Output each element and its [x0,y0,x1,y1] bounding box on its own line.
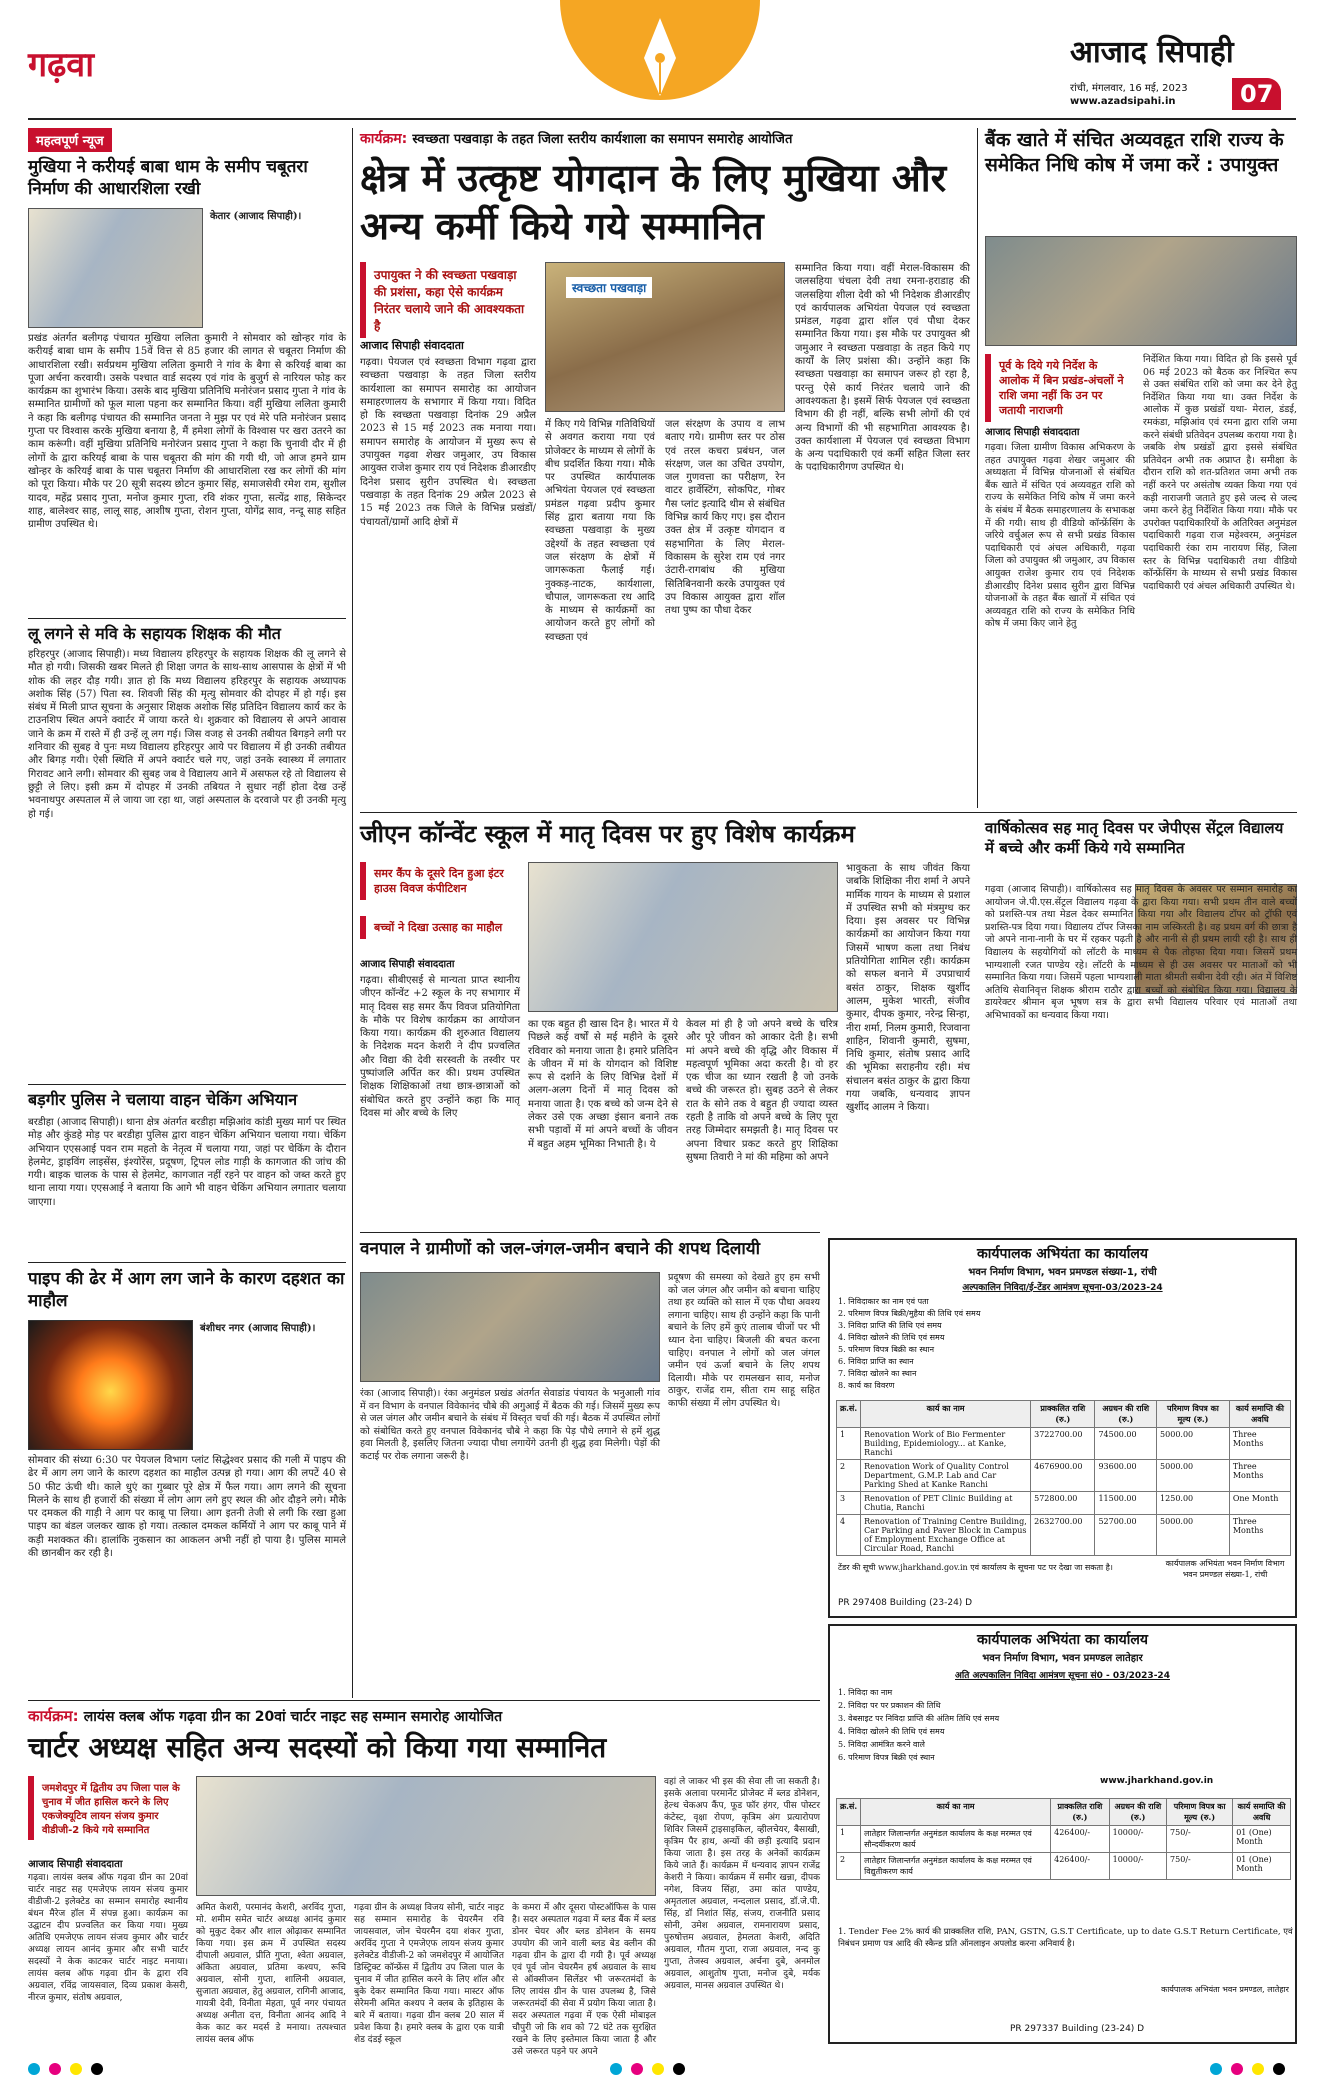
gn-headline: जीएन कॉन्वेंट स्कूल में मातृ दिवस पर हुए विशेष कार्यक्रम [360,820,855,848]
cell: 4676900.00 [1031,1460,1095,1492]
cell: 5000.00 [1157,1428,1230,1460]
info-row: 6. परिमाण विपत्र बिक्री एवं स्थान [838,1753,935,1762]
gn-photo [528,862,838,1012]
notice2-table [836,1798,1291,1880]
cell: Renovation Work of Bio Fermenter Building, Epidemiology... at Kanke, Ranchi [861,1428,1031,1460]
main-body-col1: गढ़वा। पेयजल एवं स्वच्छता विभाग गढ़वा द्वारा स्वच्छता पखवाड़ा के तहत जिला स्तरीय कार्यशाला का समापन समारोह का आयोजन समाहरणालय के सभागार में किया गया। विदित हो कि स्वच्छता पखवाड़ा दिनांक 29 अप्रैल 2023 से 15 मई 2023 तक मनाया गया। समापन समारोह के आयोजन में मुख्य रूप से उपायुक्त गढ़वा शेखर जमुआर, उप विकास आयुक्त राजेश कुमार राय एवं निदेशक डीआरडीए दिनेश प्रसाद सुरीन उपस्थित थे। स्वच्छता पखवाड़ा के तहत दिनांक 29 अप्रैल 2023 से 15 मई 2023 तक जिले के विभिन्न प्रखंडों/पंचायतों/ग्रामों आदि क्षेत्रों में [360,357,536,528]
cell: 52700.00 [1095,1515,1157,1556]
gn-body-col4: भावुकता के साथ जीवंत किया जबकि शिक्षिका नीरा शर्मा ने अपने मार्मिक गायन के माध्यम से प्रशाल में उपस्थित सभी को मंत्रमुग्ध कर दिया। इस अवसर पर विभिन्न कार्यक्रमों का आयोजन किया गया जिसमें भाषण कला तथा निबंध प्रतियोगिता शामिल रही। कार्यक्रम को सफल बनाने में उपप्राचार्य बसंत ठाकुर, शिक्षक खुर्शीद आलम, मुकेश भारती, संजीव कुमार, दीपक कुमार, नरेन्द्र सिन्हा, नीरा शर्मा, निलम कुमारी, रिजवाना शाहिन, शिवानी कुमारी, सुषमा, निधि कुमार, संतोष प्रसाद आदि की भूमिका सराहनीय रही। मंच संचालन बसंत ठाकुर के द्वारा किया गया जबकि, धन्यवाद ज्ञापन खुर्शीद आलम ने किया। [846,863,970,1114]
info-row: 1. निविदाकार का नाम एवं पता [838,1297,929,1306]
left-column [28,128,346,1698]
cell: 3 [837,1492,861,1515]
story4-dateline: बंशीधर नगर (आजाद सिपाही)। [200,1323,316,1334]
main-byline: आजाद सिपाही संवाददाता [360,339,464,352]
website: www.azadsipahi.in [1070,96,1176,107]
cell: 4 [837,1515,861,1556]
table-header: कार्य समाप्ति की अवधि [1229,1401,1290,1428]
color-dot [49,2063,61,2075]
info-row: 8. कार्य का विवरण [838,1381,895,1390]
vanpal-body-col1: रंका (आजाद सिपाही)। रंका अनुमंडल प्रखंड अंतर्गत सेवाडांड पंचायत के भनुआली गांव में वन विभाग के वनपाल विवेकानंद चौबे की अगुआई में बैठक की गई। जिसमें मुख्य रूप से जल जंगल और जमीन बचाने के संबंध में विस्तृत चर्चा की गई। बैठक में उपस्थित लोगों को संबोधित करते हुए वनपाल विवेकानंद चौबे ने कहा कि पेड़ पौधे लगाने से हमें शुद्ध हवा मिलती है, इसलिए जितना ज्यादा पौधा लगायेंगे उतनी ही शुद्ध हवा मिलेगी। पेड़ों की कटाई पर रोक लगाना जरूरी है। [360,1388,660,1462]
story4-body: सोमवार की संध्या 6:30 पर पेयजल विभाग प्लांट सिद्धेश्वर प्रसाद की गली में पाइप की ढेर में आग लग जाने के कारण दहशत का माहौल उत्पन्न हो गया। आग की लपटें 40 से 50 फीट ऊंची थी। काले धुएं का गुब्बार पूरे क्षेत्र में फैल गया। आग लगने की सूचना मिलने के साथ ही हजारों की संख्या में लोग आग लगे हुए स्थल की ओर दौड़ने लगे। मौके पर दमकल की गाड़ी ने आग पर काबू पा लिया। आग इतनी तेजी से लगी कि रखा हुआ पाइप का बंडल जलकर खाक हो गया। तत्काल दमकल कर्मियों ने आग पर काबू पाने में कड़ी मशक्कत की। हालांकि नुकसान का आकलन अभी नहीं हो पाया है। पुलिस मामले की छानबीन कर रही है। [28,1455,346,1560]
cell: 93600.00 [1095,1460,1157,1492]
info-row: 2. निविदा पर पर प्रकाशन की तिथि [838,1701,941,1710]
notice1-signature: कार्यपालक अभियंता भवन निर्माण विभाग भवन प्रमण्डल संख्या-1, रांची [1165,1559,1285,1579]
color-dot [673,2063,685,2075]
info-row: 7. निविदा खोलने का स्थान [838,1369,917,1378]
right-body-col2: निर्देशित किया गया। विदित हो कि इससे पूर्व 06 मई 2023 को बैठक कर निश्चित रूप से उक्त संबंधित राशि को जमा कर देने हेतु निर्देशित किया गया था। उक्त निर्देश के आलोक में कुछ प्रखंडों यथा- मेराल, डंडई, रमकंडा, मझिआंव एवं रमना द्वारा राशि जमा करने संबंधी प्रतिवेदन उपलब्ध कराया गया है। जबकि शेष प्रखंडों द्वारा इससे संबंधित प्रतिवेदन अभी तक अप्राप्त है। समीक्षा के दौरान राशि को शत-प्रतिशत जमा अभी तक नहीं करने पर असंतोष व्यक्त किया गया एवं कड़ी नाराजगी जताते हुए इसे जल्द से जल्द जमा करने हेतु निर्देशित किया गया। मौके पर उपरोक्त पदाधिकारियों के अतिरिक्त अनुमंडल पदाधिकारी गढ़वा राज महेश्वरम, अनुमंडल पदाधिकारी रंका राम नारायण सिंह, जिला स्तर के विभिन्न पदाधिकारी तथा वीडियो कॉन्फ्रेंसिंग के माध्यम से सभी प्रखंड विकास पदाधिकारी एवं अंचल अधिकारी उपस्थित थे। [1143,354,1297,592]
info-row: 3. निविदा प्राप्ति की तिथि एवं समय [838,1321,942,1330]
section-rule [360,812,1297,813]
cell: Three Months [1229,1428,1290,1460]
table-row [837,1492,1291,1515]
notice1-table [836,1400,1291,1556]
photo-banner: स्वच्छता पखवाड़ा [566,277,652,298]
cell: 5000.00 [1157,1460,1230,1492]
color-dot [610,2063,622,2075]
table-header: कार्य का नाम [861,1799,1051,1826]
registration-marks-right [1210,2060,1289,2079]
info-row: 4. निविदा खोलने की तिथि एवं समय [838,1727,945,1736]
cell: 3722700.00 [1031,1428,1095,1460]
lions-byline: आजाद सिपाही संवाददाता [28,1859,123,1870]
cell: 750/- [1167,1853,1233,1880]
gn-quote1: समर कैंप के दूसरे दिन हुआ इंटर हाउस विवज कंपीटिशन [360,862,520,900]
notice2-office: कार्यपालक अभियंता का कार्यालय [977,1632,1148,1648]
notice2-signature: कार्यपालक अभियंता भवन प्रमण्डल, लातेहार [1161,1985,1289,1994]
color-dot [1210,2063,1222,2075]
right-headline: बैंक खाते में संचित अव्यवहृत राशि राज्य के समेकित निधि कोष में जमा करें : उपायुक्त [985,129,1284,176]
color-dot [70,2063,82,2075]
jps-story [985,818,1297,1228]
lions-body-col5: वहां ले जाकर भी इस की सेवा ली जा सकती है। इसके अलावा परमानेंट प्रोजेक्ट में ब्लड डोनेशन, हेल्थ चेकअप कैंप, फूड फॉर हंगर, पीस पोस्टर कंटेस्ट, वृक्षा रोपण, कृत्रिम अंग प्रत्यारोपण शिविर जिसमें ट्राइसाइकिल, व्हीलचेयर, बैसाखी, कृत्रिम पैर हाथ, अन्यों की छड़ी इत्यादि प्रदान किया जाता है। इस तरह के अनेकों कार्यक्रम किये जाते हैं। कार्यक्रम में धन्यवाद ज्ञापन राजेंद्र केशरी ने किया। कार्यक्रम में समीर खन्ना, दीपक नगेश, विजय सिंहा, उमा कांत पाण्डेय, अमृतलाल अग्रवाल, नन्दलाल प्रसाद, डॉ.जे.पी. सिंह, डॉ निशांत सिंह, संजय, राजनीति प्रसाद सोनी, उमेश अग्रवाल, रामनारायण प्रसाद, पुरुषोत्तम अग्रवाल, हेमलता केशरी, अदिति अग्रवाल, गौतम गुप्ता, राजा अग्रवाल, नन्द कु गुप्ता, तेजस्व अग्रवाल, अर्चना दुबे, अनमोल अग्रवाल, आशुतोष गुप्ता, मनोज दुबे, मर्यक अग्रवाल, मानस अग्रवाल उपस्थित थे। [664,1777,820,1991]
vanpal-body-col2: प्रदूषण की समस्या को देखते हुए हम सभी को जल जंगल और जमीन को बचाना चाहिए तथा हर व्यक्ति को साल में एक पौधा अवश्य लगाना चाहिए। साथ ही उन्होंने कहा कि पानी बचाने के लिए हमें कुएं तालाब चीजों पर भी ध्यान देना चाहिए। बिजली की बचत करना चाहिए। वनपाल ने लोगों को जल जंगल जमीन एवं ऊर्जा बचाने के लिए शपथ दिलायी। मौके पर रामलखन साव, मनोज ठाकुर, राजेंद्र राम, सीता राम साहू सहित काफी संख्या में लोग उपस्थित थे। [668,1272,820,1409]
info-row: 4. निविदा खोलने की तिथि एवं समय [838,1333,945,1342]
lions-body-col4: के कमरा में और दूसरा पोस्टऑफिस के पास है। सदर अस्पताल गढ़वा में ब्लड बैंक में ब्लड डोनर चेयर और ब्लड डोनेशन के समय उपयोग की जाने वाली ब्लड बेड क्लीन की गढ़वा ग्रीन के द्वारा दी गयी है। पूर्व अध्यक्ष एवं पूर्व जोन चेयरमैन हर्ष अग्रवाल के साथ से ऑक्सीजन सिलेंडर भी जरूरतमंदों के लिए लायंस ग्रीन के पास उपलब्ध है, जिसे जरूरतमंदों की सेवा में प्रयोग किया जाता है। सदर अस्पताल गढ़वा में एक ऐसी मोबाइल चौपुरी जो कि शव को 72 घंटे तक सुरक्षित रखने के लिए इस्तेमाल किया जाता है और उसे जरूरत पड़ने पर अपने [512,1903,656,2057]
lions-body-col2: अमित केशरी, परमानंद केशरी, अरविंद गुप्ता, मो. शमीम समेत चार्टर अध्यक्ष आनंद कुमार को मुकुट देकर और शाल ओढ़ाकर सम्मानित किया गया। इस क्रम में उपस्थित सदस्य दीपाली अग्रवाल, प्रीति गुप्ता, श्वेता अग्रवाल, अंकिता अग्रवाल, प्रतिमा कश्यप, रूचि अग्रवाल, सोनी गुप्ता, शालिनी अग्रवाल, सुजाता अग्रवाल, हेतु अग्रवाल, रागिनी आजाद, गायत्री देवी, विनीता मेहता, पूर्व नगर पंचायत अध्यक्ष अनीता दत्त, विनीता आनंद आदि ने केक काट कर मदर्स डे मनाया। तत्पश्चात लायंस क्लब ऑफ [196,1903,346,2045]
right-byline: आजाद सिपाही संवाददाता [985,427,1080,438]
table-row [837,1428,1291,1460]
info-row: 6. निविदा प्राप्ति का स्थान [838,1357,914,1366]
color-dot [652,2063,664,2075]
main-story [360,128,970,808]
main-kicker-text: स्वच्छता पखवाड़ा के तहत जिला स्तरीय कार्यशाला का समापन समारोह आयोजित [412,132,793,147]
dateline: रांची, मंगलवार, 16 मई, 2023 [1070,83,1188,94]
story1-body: प्रखंड अंतर्गत बलीगढ़ पंचायत मुखिया ललिता कुमारी ने सोमवार को खोन्हर गांव के करीयई बाबा धाम के समीप 15वें वित्त से 85 हजार की लागत से चबूतरा निर्माण की आधारशिला रखी। सर्वप्रथम मुखिया ललिता कुमारी ने गांव के बैगा से करियई बाबा का पूजा अर्चना करवायी। उसके पश्चात वार्ड सदस्य एवं गांव के बुजुर्ग से नारियल फोड़ कर कार्यक्रम का शुभारंभ किया। उसके बाद मुखिया प्रतिनिधि मनोरंजन प्रसाद गुप्ता ने गांव के सम्मानित ग्रामीणों को फूल माला पहना कर सम्मानित किया। वहीं मुखिया ललिता कुमारी ने कहा कि बलीगढ़ पंचायत की सम्मानित जनता ने मुझ पर एवं मेरे पति मनोरंजन प्रसाद गुप्ता पर विश्वास करके मुखिया बनाया है, मैं हमेशा लोगों के विश्वास पर खरा उतरने का काम करूंगी। वहीं मुखिया प्रतिनिधि मनोरंजन प्रसाद गुप्ता ने कहा कि चुनावी दौर में ही लोगों के द्वारा करियई बाबा के पास चबूतरा की मांग की गयी थी, जो आज हमने ग्राम खोन्हर के करियई बाबा के पास चबूतरा निर्माण की आधारशिला रख कर लोगों की मांग को पूरा किया। मौके पर 20 सूत्री सदस्य छोटन कुमार सिंह, समाजसेवी रमेश राम, सुशील यादव, महेंद्र प्रसाद गुप्ता, मनोज कुमार गुप्ता, रवि शंकर गुप्ता, सत्येंद्र शाह, सिकेन्दर शाह, बालेश्वर साह, लालू साह, आशीष गुप्ता, रोशन गुप्ता, योगेंद्र साव, नन्दू साह सहित ग्रामीण उपस्थित थे। [28,333,346,531]
vanpal-photo [360,1272,660,1382]
info-row: 5. परिमाण विपत्र बिक्री का स्थान [838,1345,935,1354]
divider [28,1262,346,1263]
main-kicker: कार्यक्रम: [360,131,408,147]
cell: लातेहार जिलान्तर्गत अनुमंडल कार्यालय के कक्ष मरम्मत एवं सौन्दर्यीकरण कार्य [861,1826,1051,1853]
story3-body: बरडीहा (आजाद सिपाही)। थाना क्षेत्र अंतर्गत बरडीहा मझिआंव कांडी मुख्य मार्ग पर स्थित मोड़ और कुंडहे मोड़ पर बरडीहा पुलिस द्वारा वाहन चेकिंग अभियान चलाया गया। चेकिंग अभियान एएसआई पवन राम महतो के नेतृत्व में चलाया गया, जहां पर चेकिंग के दौरान हेलमेट, ड्राइविंग लाइसेंस, इंश्योरेंस, प्रदूषण, ट्रिपल लोड गाड़ी के कागजात की जांच की गयी। बाइक चालक के पास से हेलमेट, कागजात नहीं रहने पर वाहन को जब्त करते हुए थाना लाया गया। एएसआई ने बताया कि आगे भी वाहन चेकिंग अभियान लगातार चलाया जाएगा। [28,1117,346,1208]
page-number: 07 [1232,78,1281,110]
cell: 2632700.00 [1031,1515,1095,1556]
cell: 10000/- [1109,1853,1166,1880]
cell: Renovation of Training Centre Building, Car Parking and Paver Block in Campus of Employment Exchange Office at Circular Road, Ranchi [861,1515,1031,1556]
table-header: परिमाण विपत्र का मूल्य (रु.) [1157,1401,1230,1428]
cell: 2 [837,1853,861,1880]
table-row [837,1853,1291,1880]
divider [28,1084,346,1085]
cell: 1 [837,1826,861,1853]
lions-quote: जमशेदपुर में द्वितीय उप जिला पाल के चुनाव में जीत हासिल करने के लिए एकजेक्यूटिव लायन संजय कुमार वीडीजी-2 किये गये सम्मानित [28,1776,188,1840]
lions-photo [196,1776,656,1896]
right-quote: पूर्व के दिये गये निर्देश के आलोक में बिन प्रखंड-अंचलों ने राशि जमा नहीं कि उन पर जतायी नाराजगी [985,354,1135,422]
table-row [837,1826,1291,1853]
gn-body-col1: गढ़वा। सीबीएसई से मान्यता प्राप्त स्थानीय जीएन कॉन्वेंट +2 स्कूल के नए सभागार में मातृ दिवस सह समर कैंप विवज प्रतियोगिता के मौके पर विशेष कार्यक्रम का आयोजन किया गया। कार्यक्रम की शुरुआत विद्यालय के निदेशक मदन केशरी ने दीप प्रज्वलित और विद्या की देवी सरस्वती के तस्वीर पर पुष्पांजलि अर्पित कर की। प्रथम उपस्थित शिक्षक शिक्षिकाओं तथा छात्र-छात्राओं को संबोधित करते हुए उन्होंने कहा कि मातृ दिवस मां और बच्चे के लिए [360,975,520,1119]
main-body-col2: में किए गये विभिन्न गतिविधियों से अवगत कराया गया एवं प्रोजेक्टर के माध्यम से लोगों के बीच प्रदर्शित किया गया। मौके पर उपस्थित कार्यपालक अभियंता पेयजल एवं स्वच्छता प्रमंडल गढ़वा प्रदीप कुमार सिंह द्वारा बताया गया कि स्वच्छता पखवाड़ा के मुख्य उद्देश्यों के तहत स्वच्छता एवं जल संरक्षण के क्षेत्रों में जागरूकता फैलाई गई। नुक्कड़-नाटक, कार्यशाला, चौपाल, जागरूकता रथ आदि के माध्यम से कार्यक्रमों का आयोजन करते हुए लोगों को स्वच्छता एवं [545,419,655,643]
notice2-info-list [838,1686,1078,1764]
cell: 10000/- [1109,1826,1166,1853]
column-rule [352,128,353,1698]
table-row [837,1515,1291,1556]
color-dot [631,2063,643,2075]
story1-photo [28,208,203,328]
pen-nib-logo [560,0,760,118]
main-body-col4: सम्मानित किया गया। वहीं मेराल-विकासम की जलसहिया चंचला देवी तथा रमना-हराडाह की जलसहिया शीला देवी को भी निदेशक डीआरडीए एवं कार्यपालक अभियंता पेयजल एवं स्वच्छता प्रमंडल, गढ़वा द्वारा शॉल एवं पौधा देकर सम्मानित किया गया। इस मौके पर उपायुक्त श्री जमुआर ने स्वच्छता पखवाड़ा के तहत किये गए कार्यों के लिए प्रशंसा की। उन्होंने कहा कि स्वच्छता पखवाड़ा का समापन जरूर हो रहा है, परन्तु ऐसे कार्य निरंतर चलाये जाने की आवश्यकता है। इसमें सिर्फ पेयजल एवं स्वच्छता विभाग की ही नहीं, बल्कि सभी लोगों की एवं अन्य विभागों की भी सहभागिता आवश्यक है। उक्त कार्यशाला में पेयजल एवं स्वच्छता विभाग के अन्य पदाधिकारी एवं कर्मी सहित जिला स्तर के पदाधिकारीगण उपस्थित थे। [795,263,970,474]
cell: 1250.00 [1157,1492,1230,1515]
column-rule [977,128,978,808]
right-body-col1: गढ़वा। जिला ग्रामीण विकास अभिकरण के तहत उपायुक्त गढ़वा शेखर जमुआर की अध्यक्षता में विभिन्न योजनाओं से संबंधित बैंक खाते में संचित एवं अव्यवहृत राशि को राज्य के समेकित निधि कोष में जमा करने के संबंध में बैठक समाहरणालय के सभाकक्ष में की गयी। साथ ही वीडियो कॉन्फ्रेंसिंग के जरिये वर्चुअल रूप से सभी प्रखंड विकास पदाधिकारी एवं अंचल अधिकारी, गढ़वा जिला को उपायुक्त श्री जमुआर, उप विकास आयुक्त राजेश कुमार राय एवं निदेशक डीआरडीए दिनेश प्रसाद सुरीन द्वारा विभिन्न योजनाओं के तहत बैंक खातों में संचित एवं अव्यवहृत राशि को राज्य के समेकित निधि कोष में जमा किए जाने हेतु [985,442,1135,630]
registration-marks-center [610,2060,689,2079]
cell: Three Months [1229,1515,1290,1556]
story2-headline: लू लगने से मवि के सहायक शिक्षक की मौत [28,624,281,643]
tender-notice-2 [828,1624,1297,2044]
gn-body-col3: केवल मां ही है जो अपने बच्चे के चरित्र और पूरे जीवन को आकार देती है। सभी मां अपने बच्चे की वृद्धि और विकास में महत्वपूर्ण भूमिका अदा करती है। वो हर एक चीज का ध्यान रखती है जो उनके बच्चे की जरूरत हो। सुबह उठने से लेकर रात के सोने तक वे बहुत ही ज्यादा व्यस्त रहती है ताकि वो अपने बच्चे के लिए पूरा तरह जिम्मेदार समझती है। मातृ दिवस पर अपना विचार प्रकट करते हुए शिक्षिका सुषमा तिवारी ने मां की महिमा को अपने [686,1019,838,1163]
cell: Renovation Work of Quality Control Department, G.M.P. Lab and Car Parking Shed at Kanke Ranchi [861,1460,1031,1492]
registration-marks-left [28,2060,107,2079]
info-row: 5. निविदा आमंत्रित करने वाले [838,1740,925,1749]
cell: लातेहार जिलान्तर्गत अनुमंडल कार्यालय के कक्ष मरम्मत एवं विद्युतीकरण कार्य [861,1853,1051,1880]
cell: 01 (One) Month [1233,1826,1291,1853]
cell: 750/- [1167,1826,1233,1853]
section-rule [28,1700,820,1701]
cell: 74500.00 [1095,1428,1157,1460]
main-kicker-row [360,128,970,148]
main-photo [545,262,785,412]
main-quote: उपायुक्त ने की स्वच्छता पखवाड़ा की प्रशंसा, कहा ऐसे कार्यक्रम निरंतर चलाये जाने की आवश्यकता है [360,262,535,338]
cell: One Month [1229,1492,1290,1515]
cell: 426400/- [1051,1826,1110,1853]
cell: 1 [837,1428,861,1460]
gn-quote2: बच्चों ने दिखा उत्साह का माहौल [360,916,520,939]
table-header: कार्य समाप्ति की अवधि [1233,1799,1291,1826]
color-dot [1252,2063,1264,2075]
section-rule [360,1232,820,1233]
info-row: 3. वेबसाइट पर निविदा प्राप्ति की अंतिम तिथि एवं समय [838,1714,1000,1723]
notice2-dept: भवन निर्माण विभाग, भवन प्रमण्डल लातेहार [982,1653,1143,1664]
divider [28,618,346,619]
table-header: कार्य का नाम [861,1401,1031,1428]
lions-body-col3: गढ़वा ग्रीन के अध्यक्ष विजय सोनी, चार्टर नाइट सह सम्मान समारोह के चेयरमैन रवि जायसवाल, जोन चेयरमैन दया शंकर गुप्ता, अरविंद गुप्ता ने एमजेएफ लायन संजय कुमार इलेक्टेड वीडीजी-2 को जमशेदपुर में आयोजित डिस्ट्रिक्ट कॉन्फ्रेंस में द्वितीय उप जिला पाल के चुनाव में जीत हासिल करने के लिए शॉल और बुके देकर सम्मानित किया गया। मास्टर ऑफ सेरेमनी अमित कश्यप ने क्लब के इतिहास के बारे में बताया। गढ़वा ग्रीन क्लब 20 साल में प्रवेश किया है। हमारे क्लब के द्वारा एक यात्री शेड दंडई स्कूल [354,1903,504,2045]
notice1-info-list [838,1296,1038,1392]
story1-headline: मुखिया ने करीयई बाबा धाम के समीप चबूतरा निर्माण की आधारशिला रखी [28,157,308,199]
notice2-conditions: 1. Tender Fee 2% कार्य की प्राक्कलित राशि, PAN, GSTN, G.S.T Certificate, up to date G.S.T Return Certificate, एवं निबंधन प्रमाण पत्र आदि की स्कैन्ड प्रति ऑनलाइन अपलोड करना अनिवार्य है। [838,1927,1293,1949]
cell: 572800.00 [1031,1492,1095,1515]
color-dot [91,2063,103,2075]
notice1-dept: भवन निर्माण विभाग, भवन प्रमण्डल संख्या-1, रांची [968,1267,1157,1278]
gn-body-col2: का एक बहुत ही खास दिन है। भारत में ये पिछले कई वर्षों से मई महीने के दूसरे रविवार को मनाया जाता है। हमारे प्रतिदिन के जीवन में मां के योगदान को विशिष्ट रूप से दर्शाने के लिए विभिन्न देशों में अलग-अलग दिनों में मातृ दिवस को मनाया जाता है। एक बच्चे को जन्म देने से लेकर उसे एक अच्छा इंसान बनाने तक सभी पड़ावों में मां अपने बच्चों के जीवन में बहुत अहम भूमिका निभाती है। ये [528,1019,678,1150]
masthead [0,0,1325,120]
story4-headline: पाइप की ढेर में आग लग जाने के कारण दहशत का माहौल [28,1269,345,1311]
lions-body-col1: गढ़वा। लायंस क्लब ऑफ गढ़वा ग्रीन का 20वां चार्टर नाइट सह एमजेएफ लायन संजय कुमार वीडीजी-2 इलेक्टेड का सम्मान समारोह स्थानीय बंधन मैरेज हॉल में संपन्न हुआ। कार्यक्रम का उद्घाटन दीप प्रज्वलित कर किया गया। मुख्य अतिथि एमजेएफ लायन संजय कुमार और चार्टर अध्यक्ष लायन आनंद कुमार और सभी चार्टर सदस्यों ने केक काटकर चार्टर नाइट मनाया। लायंस क्लब ऑफ गढ़वा ग्रीन के द्वारा रवि अग्रवाल, रविंद्र जायसवाल, दिव्य प्रकाश केसरी, नीरज कुमार, संतोष अग्रवाल, [28,1873,188,2003]
vanpal-headline: वनपाल ने ग्रामीणों को जल-जंगल-जमीन बचाने की शपथ दिलायी [360,1239,761,1259]
main-headline: क्षेत्र में उत्कृष्ट योगदान के लिए मुखिया और अन्य कर्मी किये गये सम्मानित [360,156,947,248]
jps-body: गढ़वा (आजाद सिपाही)। वार्षिकोत्सव सह मातृ दिवस के अवसर पर सम्मान समारोह का आयोजन जे.पी.एस.सेंट्रल विद्यालय गढ़वा के द्वारा किया गया। सभी प्रथम तीन वाले बच्चों को प्रशस्ति-पत्र तथा मेडल देकर सम्मानित किया गया और विद्यालय टॉपर को ट्रॉफी एवं प्रशस्ति-पत्र दिया गया। विद्यालय टॉपर जिसका नाम जस्किरती है। वह प्रथम वर्ग की छात्रा है जो अपने नाना-नानी के घर में रहकर पढ़ती है और नानी से ही प्रथम लायी रही है। साथ ही विद्यालय के सहयोगियों को लॉटरी के माध्यम से पैक तोहफा दिया गया। जिसमें प्रथम भाग्यशाली रजत पाण्डेय रहे। लॉटरी के माध्यम से ही उस अवसर पर माताओं को भी सम्मानित किया गया। जिसमें पहला भाग्यशाली माता श्रीमती सबीना देवी रही। अंत में विशिष्ट अतिथि सेवानिवृत्त शिक्षक श्रीराम राठौर द्वारा बच्चों को संबोधित किया गया। विद्यालय के डायरेक्टर श्रीमान बृज भूषण सत्र के द्वारा सभी विद्यालय परिवार एवं माताओं तथा अभिभावकों का धन्यवाद किया गया। [985,884,1297,1021]
tender-notice-1 [828,1238,1297,1618]
lions-kicker-text: लायंस क्लब ऑफ गढ़वा ग्रीन का 20वां चार्टर नाइट सह सम्मान समारोह आयोजित [83,1709,503,1725]
gn-byline: आजाद सिपाही संवाददाता [360,959,455,970]
masthead-rule [28,118,1296,120]
table-header: अग्रधन की राशि (रु.) [1109,1799,1166,1826]
vanpal-story [360,1238,820,1538]
notice1-footer: टेंडर की सूची www.jharkhand.gov.in एवं कार्यालय के सूचना पट पर देखा जा सकता है। [838,1563,1113,1572]
table-header: प्राक्कलित राशि (रु.) [1031,1401,1095,1428]
info-row: 1. निविदा का नाम [838,1688,893,1697]
story2-body: हरिहरपुर (आजाद सिपाही)। मध्य विद्यालय हरिहरपुर के सहायक शिक्षक की लू लगने से मौत हो गयी। जिसकी खबर मिलते ही शिक्षा जगत के साथ-साथ आसपास के क्षेत्रों में भी शोक की लहर दौड़ गयी। ज्ञात हो कि मध्य विद्यालय हरिहरपुर के सहायक अध्यापक अशोक सिंह (57) पिता स्व. शिवजी सिंह की मृत्यु सोमवार की दोपहर में हो गई। इस संबंध में मिली प्राप्त सूचना के अनुसार शिक्षक अशोक सिंह प्रतिदिन विद्यालय कार्य कर के टाउनशिप स्थित अपने क्वार्टर में जाया करते थे। शुक्रवार को विद्यालय से अपने आवास जाने के क्रम में रास्ते में ही उन्हें लू लग गई। जिस वजह से उनकी तबीयत बिगड़ने लगी पर शनिवार की सुबह वे पुनः मध्य विद्यालय हरिहरपुर आये पर विद्यालय में ही उनकी तबीयत और बिगड़ गयी। ऐसी स्थिति में अपने क्वार्टर चले गए, जहां उनके स्वास्थ्य में लगातार गिरावट आने लगी। सोमवार की सुबह जब वे विद्यालय आने में असफल रहे तो विद्यालय से छुट्टी ले लिए। इसी क्रम में दोपहर में उनकी तबियत ने सुधार नहीं होता देख उन्हें भवनाथपुर अस्पताल में ले जाया जा रहा था, जहां अस्पताल के दरवाजे पर ही उनकी मृत्यु हो गई। [28,649,346,820]
notice2-website: www.jharkhand.gov.in [1100,1776,1214,1786]
table-header: प्राक्कलित राशि (रु.) [1051,1799,1110,1826]
story1-dateline: केतार (आजाद सिपाही)। [210,211,302,222]
lions-kicker: कार्यक्रम: [28,1707,79,1725]
cell: 11500.00 [1095,1492,1157,1515]
color-dot [1231,2063,1243,2075]
table-header: क्र.सं. [837,1799,861,1826]
table-row [837,1460,1291,1492]
gn-convent-story [360,818,970,1228]
section-label: महत्वपूर्ण न्यूज [28,128,112,152]
color-dot [28,2063,40,2075]
right-photo [985,236,1297,346]
table-header: अग्रधन की राशि (रु.) [1095,1401,1157,1428]
jps-headline: वार्षिकोत्सव सह मातृ दिवस पर जेपीएस सेंट्रल विद्यालय में बच्चे और कर्मी किये गये सम्मानित [985,819,1284,857]
table-header: क्र.सं. [837,1401,861,1428]
cell: 2 [837,1460,861,1492]
lions-story [28,1706,820,2057]
right-story [985,128,1297,808]
notice2-tender-no: अति अल्पकालिन निविदा आमंत्रण सूचना सं0 - 03/2023-24 [955,1671,1170,1681]
paper-name: आजाद सिपाही [1070,35,1234,70]
story4-fire-photo [28,1320,193,1450]
notice1-office: कार्यपालक अभियंता का कार्यालय [977,1246,1148,1262]
table-header: परिमाण विपत्र का मूल्य (रु.) [1167,1799,1233,1826]
notice1-tender-no: अल्पकालिन निविदा/ई-टेंडर आमंत्रण सूचना-03/2023-24 [962,1283,1163,1293]
notice1-pr-number: PR 297408 Building (23-24) D [838,1598,973,1608]
lions-headline: चार्टर अध्यक्ष सहित अन्य सदस्यों को किया गया सम्मानित [28,1731,607,1764]
cell: 426400/- [1051,1853,1110,1880]
main-body-col3: जल संरक्षण के उपाय व लाभ बताए गये। ग्रामीण स्तर पर ठोस एवं तरल कचरा प्रबंधन, जल संरक्षण, जल का उचित उपयोग, जल गुणवत्ता का परीक्षण, रेन वाटर हार्वेस्टिंग, सोकपिट, गोबर गैस प्लांट इत्यादि थीम से संबंधित विभिन्न कार्य किए गए। इस दौरान उक्त क्षेत्र में उत्कृष्ट योगदान व सहभागिता के लिए मेराल-विकासम के सुरेश राम एवं नगर उंटारी-रागबांध की मुखिया सितिबिनवानी करके उपायुक्त एवं उप विकास आयुक्त द्वारा शॉल तथा पुष्प का पौधा देकर [665,419,785,617]
lions-kicker-row [28,1706,820,1726]
info-row: 2. परिमाण विपत्र बिक्री/मुहैया की तिथि एवं समय [838,1309,981,1318]
cell: 01 (One) Month [1233,1853,1291,1880]
district-name: गढ़वा [28,45,94,85]
cell: Renovation of PET Clinic Building at Chutia, Ranchi [861,1492,1031,1515]
story3-headline: बड़गीर पुलिस ने चलाया वाहन चेकिंग अभियान [28,1090,298,1109]
cell: 5000.00 [1157,1515,1230,1556]
cell: Three Months [1229,1460,1290,1492]
color-dot [1273,2063,1285,2075]
notice2-pr-number: PR 297337 Building (23-24) D [1010,2024,1145,2034]
